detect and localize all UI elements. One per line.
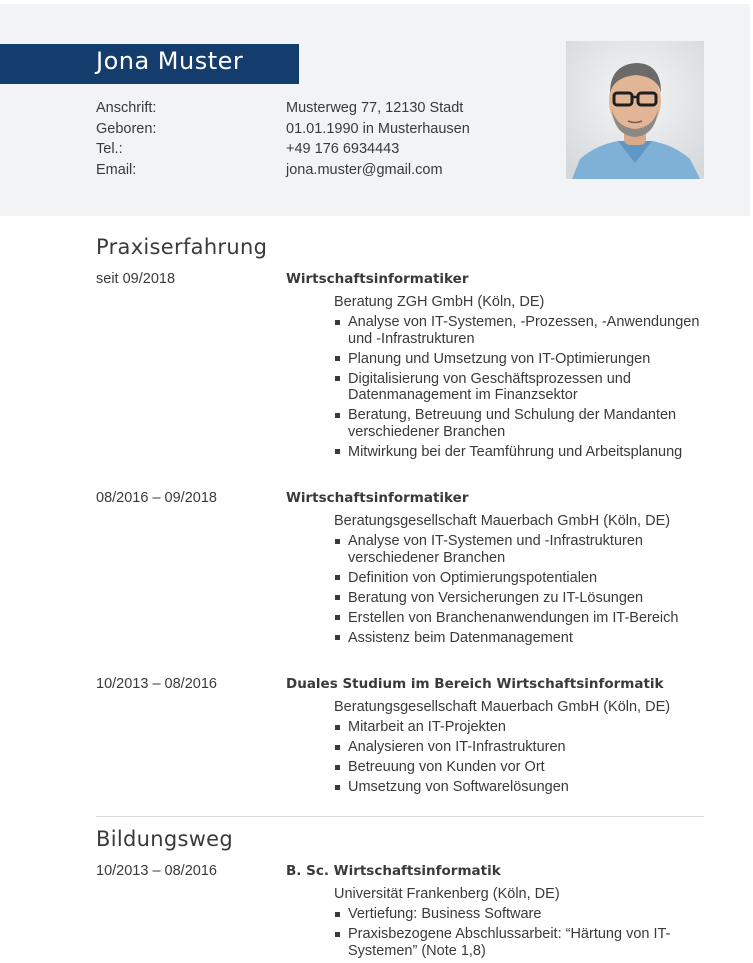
section-title-education: Bildungsweg [96, 827, 234, 851]
entry-title: Wirtschaftsinformatiker [286, 271, 469, 287]
bullet-item: Assistenz beim Datenmanagement [334, 630, 704, 647]
bullet-item: Vertiefung: Business Software [334, 906, 704, 923]
entry-bullets [334, 314, 704, 464]
portrait-image [566, 41, 704, 179]
bullet-item: Betreuung von Kunden vor Ort [334, 759, 704, 776]
bullet-item: Beratung, Betreuung und Schulung der Mandanten verschiedener Branchen [334, 407, 704, 440]
entry-bullets [334, 906, 704, 963]
entry-title: Duales Studium im Bereich Wirtschaftsinformatik [286, 676, 664, 692]
bullet-item: Definition von Optimierungspotentialen [334, 570, 704, 587]
bullet-item: Analyse von IT-Systemen, -Prozessen, -Anwendungen und -Infrastrukturen [334, 314, 704, 347]
bullet-item: Digitalisierung von Geschäftsprozessen und Datenmanagement im Finanzsektor [334, 371, 704, 404]
bullet-item: Planung und Umsetzung von IT-Optimierungen [334, 351, 704, 368]
section-divider [96, 816, 704, 817]
bullet-item: Mitwirkung bei der Teamführung und Arbeitsplanung [334, 444, 704, 461]
entry-company: Beratungsgesellschaft Mauerbach GmbH (Köln, DE) [334, 699, 671, 715]
bullet-item: Analyse von IT-Systemen und -Infrastrukturen verschiedener Branchen [334, 533, 704, 566]
entry-company: Beratung ZGH GmbH (Köln, DE) [334, 294, 545, 310]
bullet-item: Umsetzung von Softwarelösungen [334, 779, 704, 796]
entry-date: 08/2016 – 09/2018 [96, 490, 217, 506]
email-label: Email: [96, 161, 137, 178]
entry-title: Wirtschaftsinformatiker [286, 490, 469, 506]
entry-bullets [334, 719, 704, 799]
entry-title: B. Sc. Wirtschaftsinformatik [286, 863, 501, 879]
birth-value: 01.01.1990 in Musterhausen [286, 120, 470, 137]
entry-date: 10/2013 – 08/2016 [96, 676, 217, 692]
phone-label: Tel.: [96, 141, 123, 157]
address-value: Musterweg 77, 12130 Stadt [286, 100, 464, 116]
entry-institution: Universität Frankenberg (Köln, DE) [334, 886, 560, 902]
bullet-item: Analysieren von IT-Infrastrukturen [334, 739, 704, 756]
bullet-item: Erstellen von Branchenanwendungen im IT-Bereich [334, 610, 704, 627]
section-title-experience: Praxiserfahrung [96, 235, 268, 259]
bullet-item: Mitarbeit an IT-Projekten [334, 719, 704, 736]
candidate-name: Jona Muster [96, 47, 244, 75]
address-label: Anschrift: [96, 100, 157, 116]
entry-company: Beratungsgesellschaft Mauerbach GmbH (Köln, DE) [334, 513, 671, 529]
profile-photo [566, 41, 704, 179]
entry-date: 10/2013 – 08/2016 [96, 863, 217, 879]
bullet-item: Beratung von Versicherungen zu IT-Lösungen [334, 590, 704, 607]
bullet-item: Praxisbezogene Abschlussarbeit: “Härtung von IT-Systemen” (Note 1,8) [334, 926, 704, 959]
email-value: jona.muster@gmail.com [286, 161, 443, 178]
birth-label: Geboren: [96, 120, 157, 137]
entry-bullets [334, 533, 704, 650]
entry-date: seit 09/2018 [96, 271, 176, 287]
phone-value: +49 176 6934443 [286, 141, 400, 157]
